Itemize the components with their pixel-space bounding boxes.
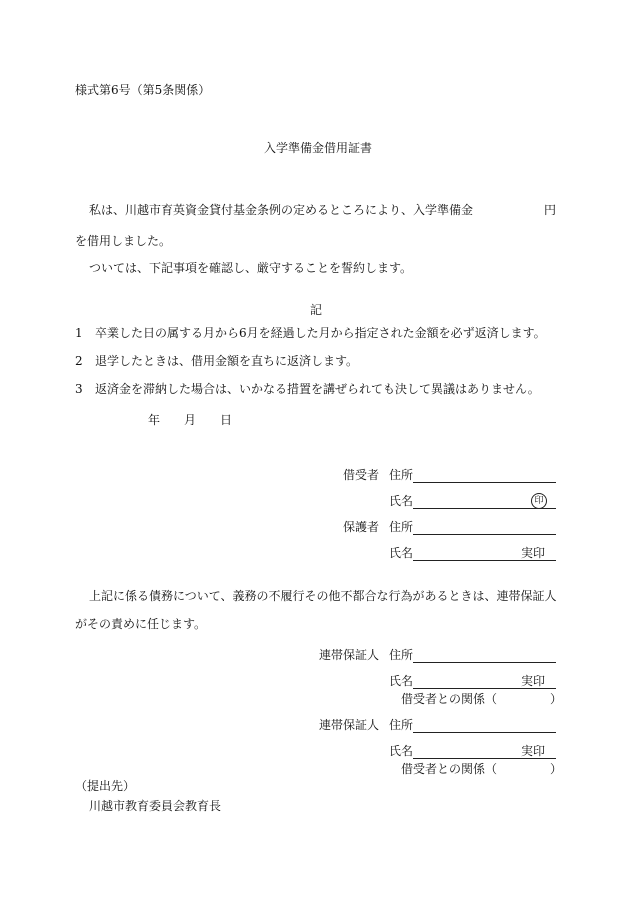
guardian-address-label: 住所 <box>389 520 414 534</box>
borrower-address-label: 住所 <box>389 468 414 482</box>
form-number: 様式第6号（第5条関係） <box>75 83 211 97</box>
guarantor-address-field[interactable] <box>413 719 556 733</box>
date-month: 月 <box>184 413 197 427</box>
date-year: 年 <box>148 413 161 427</box>
guarantor-relation-field[interactable] <box>497 761 547 775</box>
guarantor-relation-label: 借受者との関係（ <box>401 762 498 776</box>
item-row <box>75 383 540 395</box>
item-number: 2 <box>75 354 83 368</box>
borrower-seal-mark: 印 <box>531 493 547 509</box>
guarantor-seal-label: 実印 <box>521 744 546 758</box>
guarantee-line-2: がその責めに任じます。 <box>75 617 207 631</box>
item-text: 卒業した日の属する月から6月を経過した月から指定された金額を必ず返済します。 <box>95 326 546 340</box>
guarantor-name-label: 氏名 <box>389 744 414 758</box>
guarantor-address-label: 住所 <box>389 718 414 732</box>
document-title: 入学準備金借用証書 <box>264 141 373 155</box>
item-text: 退学したときは、借用金額を直ちに返済します。 <box>95 354 359 368</box>
item-number: 3 <box>75 382 83 396</box>
guarantor-label: 連帯保証人 <box>319 648 380 662</box>
guarantor-address-field[interactable] <box>413 649 556 663</box>
item-text: 返済金を滞納した場合は、いかなる措置を講ぜられても決して異議はありません。 <box>95 382 540 396</box>
guardian-seal-label: 実印 <box>521 546 546 560</box>
date-day: 日 <box>220 413 233 427</box>
guarantor-address-label: 住所 <box>389 648 414 662</box>
guarantee-line-1: 上記に係る債務について、義務の不履行その他不都合な行為があるときは、連帯保証人 <box>89 589 557 603</box>
guardian-label: 保護者 <box>343 520 380 534</box>
borrower-address-field[interactable] <box>413 469 556 483</box>
intro-yen: 円 <box>544 203 557 217</box>
item-row <box>75 327 546 339</box>
submit-to-label: （提出先） <box>75 779 136 793</box>
guarantor-seal-label: 実印 <box>521 674 546 688</box>
item-number: 1 <box>75 326 83 340</box>
intro-line-3: ついては、下記事項を確認し、厳守することを誓約します。 <box>89 261 413 275</box>
guardian-address-field[interactable] <box>413 521 556 535</box>
submit-to-recipient: 川越市教育委員会教育長 <box>89 799 222 813</box>
guardian-name-label: 氏名 <box>389 546 414 560</box>
guarantor-relation-close: ） <box>550 762 563 776</box>
guarantor-relation-field[interactable] <box>497 691 547 705</box>
guarantor-relation-close: ） <box>550 692 563 706</box>
borrower-name-label: 氏名 <box>389 494 414 508</box>
guarantor-relation-label: 借受者との関係（ <box>401 692 498 706</box>
intro-line-1: 私は、川越市育英資金貸付基金条例の定めるところにより、入学準備金 <box>89 203 474 217</box>
ki-heading: 記 <box>310 303 323 317</box>
intro-line-2: を借用しました。 <box>75 234 172 248</box>
guarantor-label: 連帯保証人 <box>319 718 380 732</box>
item-row <box>75 355 358 367</box>
guarantor-name-label: 氏名 <box>389 674 414 688</box>
borrower-label: 借受者 <box>343 468 380 482</box>
